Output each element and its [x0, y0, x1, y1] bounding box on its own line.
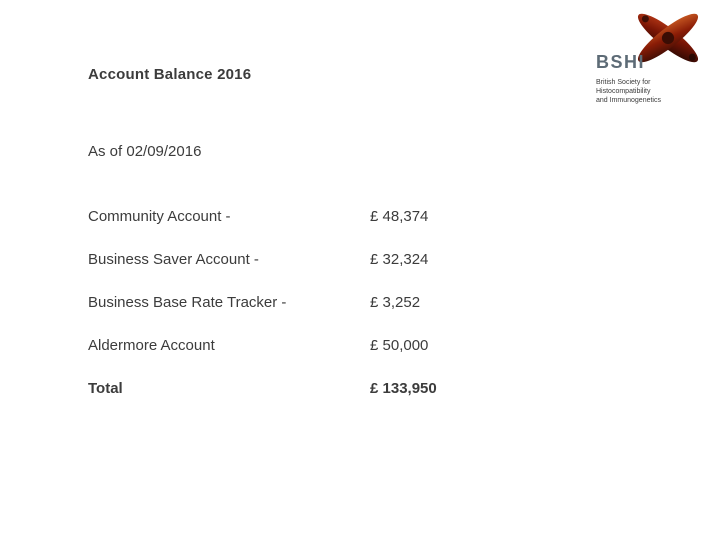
- account-label: Business Saver Account -: [88, 251, 259, 268]
- page-title: Account Balance 2016: [88, 66, 252, 83]
- account-row: [88, 292, 660, 314]
- total-row: [88, 378, 660, 400]
- account-list: [88, 206, 660, 421]
- logo-caption-line: and Immunogenetics: [596, 97, 661, 105]
- account-row: [88, 249, 660, 271]
- total-label: Total: [88, 380, 123, 397]
- account-value: £ 32,324: [370, 251, 429, 268]
- account-value: £ 48,374: [370, 208, 429, 225]
- account-label: Aldermore Account: [88, 337, 215, 354]
- total-value: £ 133,950: [370, 380, 437, 397]
- as-of-date: As of 02/09/2016: [88, 143, 202, 160]
- logo-wordmark: BSHI: [596, 52, 646, 72]
- bshi-logo: [590, 6, 708, 104]
- account-row: [88, 335, 660, 357]
- logo-caption: [596, 78, 661, 105]
- logo-caption-line: British Society for: [596, 79, 651, 86]
- account-label: Business Base Rate Tracker -: [88, 294, 287, 311]
- account-row: [88, 206, 660, 228]
- account-value: £ 3,252: [370, 294, 421, 311]
- account-value: £ 50,000: [370, 337, 429, 354]
- account-label: Community Account -: [88, 208, 231, 225]
- logo-caption-line: Histocompatibility: [596, 88, 651, 96]
